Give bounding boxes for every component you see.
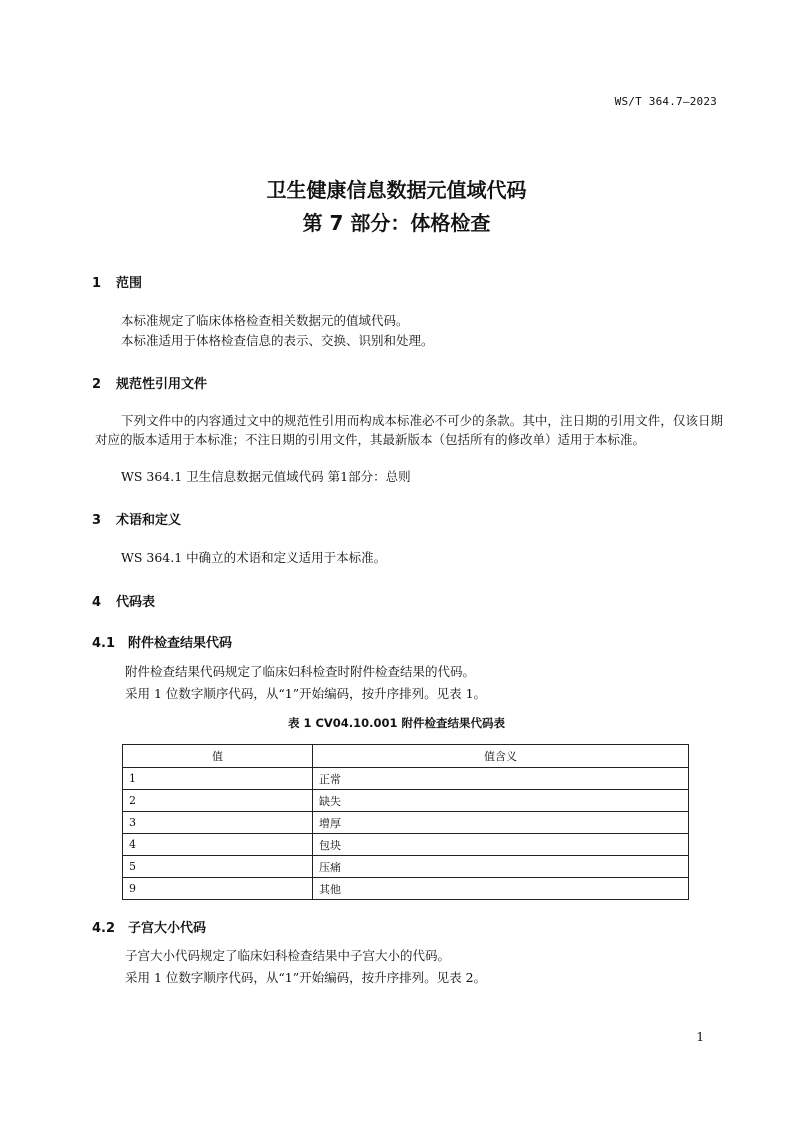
page-title: 卫生健康信息数据元值域代码 (266, 178, 527, 202)
table-caption: 表 1 CV04.10.001 附件检查结果代码表 (287, 716, 506, 730)
table-row (123, 856, 689, 878)
section-4-1-heading (92, 632, 232, 651)
paragraph: 本标准规定了临床体格检查相关数据元的值域代码。 (121, 313, 409, 328)
code-value: 1 (123, 768, 313, 790)
table-row (123, 790, 689, 812)
section-number: 4.2 (92, 921, 116, 936)
code-meaning: 其他 (313, 878, 689, 900)
code-value: 3 (123, 812, 313, 834)
page-number: 1 (696, 1030, 704, 1044)
code-value: 9 (123, 878, 313, 900)
table-row (123, 878, 689, 900)
code-meaning: 压痛 (313, 856, 689, 878)
section-4-heading (92, 591, 155, 610)
section-title: 规范性引用文件 (116, 377, 208, 392)
column-header-value: 值 (123, 745, 313, 768)
standard-code: WS/T 364.7—2023 (614, 95, 717, 108)
section-number: 4 (92, 595, 102, 610)
paragraph: 下列文件中的内容通过文中的规范性引用而构成本标准必不可少的条款。其中，注日期的引用文件，仅该日期对应的版本适用于本标准；不注日期的引用文件，其最新版本（包括所有的修改单）适用于本标准。 (95, 413, 723, 447)
code-meaning: 增厚 (313, 812, 689, 834)
paragraph: 附件检查结果代码规定了临床妇科检查时附件检查结果的代码。 (125, 664, 476, 679)
paragraph: 子宫大小代码规定了临床妇科检查结果中子宫大小的代码。 (125, 948, 451, 963)
section-3-heading (92, 509, 181, 528)
section-title: 子宫大小代码 (128, 921, 207, 936)
code-meaning: 包块 (313, 834, 689, 856)
section-title: 术语和定义 (116, 513, 182, 528)
code-value: 4 (123, 834, 313, 856)
section-2-heading (92, 373, 207, 392)
section-number: 1 (92, 276, 102, 291)
section-title: 附件检查结果代码 (128, 636, 233, 651)
paragraph: 采用 1 位数字顺序代码，从“1”开始编码，按升序排列。见表 2。 (125, 970, 487, 985)
paragraph: 采用 1 位数字顺序代码，从“1”开始编码，按升序排列。见表 1。 (125, 686, 487, 701)
paragraph: WS 364.1 中确立的术语和定义适用于本标准。 (121, 550, 387, 565)
section-number: 2 (92, 377, 102, 392)
paragraph: 本标准适用于体格检查信息的表示、交换、识别和处理。 (121, 333, 434, 348)
section-title: 范围 (116, 276, 143, 291)
code-meaning: 缺失 (313, 790, 689, 812)
code-value: 5 (123, 856, 313, 878)
section-4-2-heading (92, 917, 206, 936)
column-header-meaning: 值含义 (313, 745, 689, 768)
code-value: 2 (123, 790, 313, 812)
section-number: 4.1 (92, 636, 116, 651)
section-1-heading (92, 272, 142, 291)
table-row (123, 834, 689, 856)
table-row (123, 768, 689, 790)
page-subtitle: 第 7 部分：体格检查 (302, 211, 491, 235)
normative-reference: WS 364.1 卫生信息数据元值域代码 第1部分：总则 (121, 469, 411, 484)
table-row (123, 812, 689, 834)
code-table (122, 744, 689, 900)
section-title: 代码表 (116, 595, 156, 610)
table-header-row (123, 745, 689, 768)
code-meaning: 正常 (313, 768, 689, 790)
section-number: 3 (92, 513, 102, 528)
